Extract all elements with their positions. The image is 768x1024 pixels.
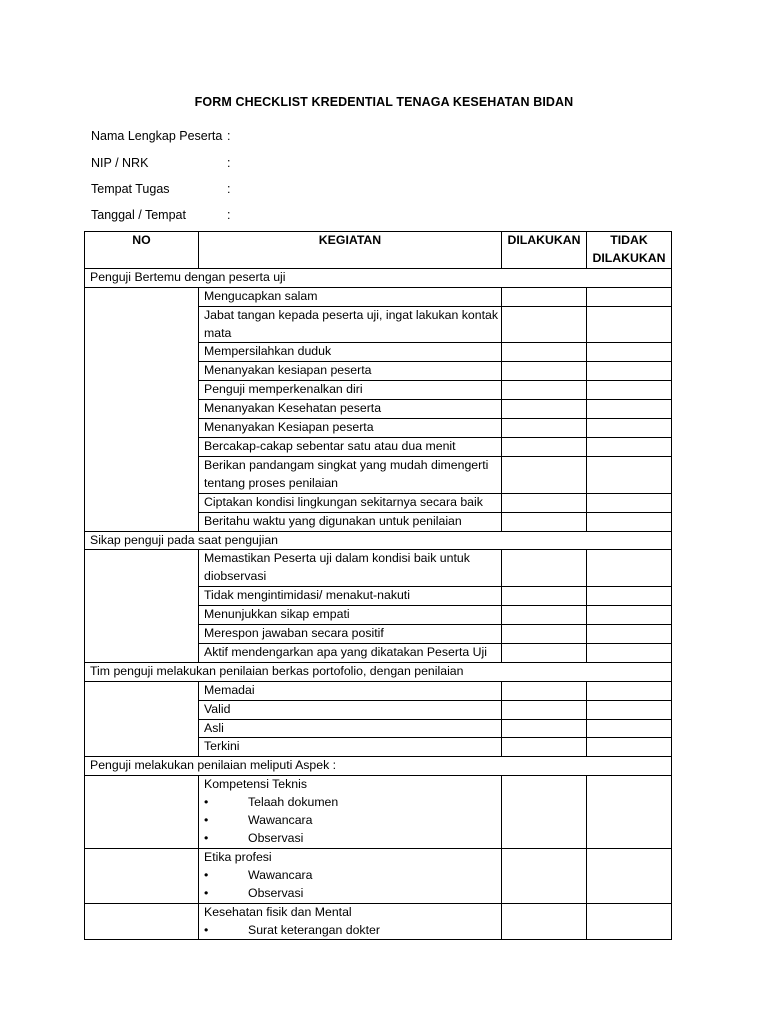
check-dilakukan[interactable] [502,738,587,757]
check-dilakukan[interactable] [502,719,587,738]
check-tidak-dilakukan[interactable] [587,903,672,940]
check-dilakukan[interactable] [502,700,587,719]
field-label: NIP / NRK [91,156,149,170]
no-cell [85,776,199,849]
check-tidak-dilakukan[interactable] [587,848,672,903]
section-title: Tim penguji melakukan penilaian berkas portofolio, dengan penilaian [85,662,672,681]
bullet-item [204,885,501,903]
check-tidak-dilakukan[interactable] [587,643,672,662]
check-dilakukan[interactable] [502,362,587,381]
kegiatan-cell: Memadai [199,681,502,700]
bullet-text: Observasi [248,885,304,900]
header-kegiatan: KEGIATAN [199,232,502,269]
field-sep: : [227,156,231,170]
check-tidak-dilakukan[interactable] [587,287,672,306]
header-tidak-dilakukan [587,232,672,269]
section-row [85,268,672,287]
check-dilakukan[interactable] [502,493,587,512]
check-dilakukan[interactable] [502,287,587,306]
field-label: Nama Lengkap Peserta [91,129,223,143]
aspect-name: Kompetensi Teknis [204,777,307,792]
table-row [85,903,672,940]
checklist-table [84,231,672,940]
kegiatan-cell: Tidak mengintimidasi/ menakut-nakuti [199,587,502,606]
check-tidak-dilakukan[interactable] [587,419,672,438]
check-dilakukan[interactable] [502,512,587,531]
field-nip [91,156,230,170]
table-row [85,550,672,587]
header-dilakukan: DILAKUKAN [502,232,587,269]
field-nama [91,129,230,143]
kegiatan-cell: Valid [199,700,502,719]
kegiatan-cell: Mengucapkan salam [199,287,502,306]
check-tidak-dilakukan[interactable] [587,381,672,400]
check-dilakukan[interactable] [502,419,587,438]
kegiatan-cell: Beritahu waktu yang digunakan untuk penilaian [199,512,502,531]
kegiatan-cell: Penguji memperkenalkan diri [199,381,502,400]
check-dilakukan[interactable] [502,643,587,662]
kegiatan-cell: Menanyakan Kesehatan peserta [199,400,502,419]
no-cell [85,681,199,757]
kegiatan-cell: Bercakap-cakap sebentar satu atau dua menit [199,437,502,456]
bullet-text: Telaah dokumen [248,795,339,810]
aspect-name: Kesehatan fisik dan Mental [204,904,352,919]
bullet-item [204,867,501,885]
header-tidak-line2: DILAKUKAN [592,250,666,265]
form-title: FORM CHECKLIST KREDENTIAL TENAGA KESEHATAN BIDAN [194,95,574,109]
section-row [85,662,672,681]
kegiatan-cell: Menanyakan Kesiapan peserta [199,419,502,438]
check-dilakukan[interactable] [502,848,587,903]
bullet-list [204,922,501,940]
check-tidak-dilakukan[interactable] [587,493,672,512]
check-dilakukan[interactable] [502,606,587,625]
no-cell [85,903,199,940]
check-dilakukan[interactable] [502,381,587,400]
check-tidak-dilakukan[interactable] [587,625,672,644]
check-dilakukan[interactable] [502,903,587,940]
check-tidak-dilakukan[interactable] [587,343,672,362]
field-label: Tempat Tugas [91,182,170,196]
check-tidak-dilakukan[interactable] [587,456,672,493]
table-row [85,776,672,849]
check-dilakukan[interactable] [502,306,587,343]
bullet-text: Wawancara [248,813,313,828]
check-dilakukan[interactable] [502,625,587,644]
check-dilakukan[interactable] [502,550,587,587]
check-tidak-dilakukan[interactable] [587,362,672,381]
kegiatan-cell: Memastikan Peserta uji dalam kondisi baik untuk diobservasi [199,550,502,587]
kegiatan-cell: Aktif mendengarkan apa yang dikatakan Peserta Uji [199,643,502,662]
check-tidak-dilakukan[interactable] [587,550,672,587]
check-dilakukan[interactable] [502,587,587,606]
kegiatan-cell: Ciptakan kondisi lingkungan sekitarnya secara baik [199,493,502,512]
kegiatan-cell: Menanyakan kesiapan peserta [199,362,502,381]
bullet-list [204,867,501,903]
check-tidak-dilakukan[interactable] [587,776,672,849]
check-tidak-dilakukan[interactable] [587,306,672,343]
bullet-item [204,794,501,812]
bullet-text: Wawancara [248,867,313,882]
kegiatan-cell [199,776,502,849]
section-row [85,757,672,776]
table-row [85,848,672,903]
field-sep: : [227,129,231,143]
bullet-item [204,812,501,830]
check-tidak-dilakukan[interactable] [587,400,672,419]
check-tidak-dilakukan[interactable] [587,606,672,625]
bullet-item [204,830,501,848]
kegiatan-cell [199,848,502,903]
kegiatan-cell: Terkini [199,738,502,757]
header-row [85,232,672,269]
check-dilakukan[interactable] [502,437,587,456]
check-dilakukan[interactable] [502,343,587,362]
section-row [85,531,672,550]
no-cell [85,550,199,662]
field-sep: : [227,208,231,222]
bullet-list [204,794,501,848]
bullet-text: Surat keterangan dokter [248,922,380,937]
kegiatan-cell: Menunjukkan sikap empati [199,606,502,625]
check-dilakukan[interactable] [502,400,587,419]
no-cell [85,848,199,903]
kegiatan-cell: Berikan pandangam singkat yang mudah dimengerti tentang proses penilaian [199,456,502,493]
check-tidak-dilakukan[interactable] [587,700,672,719]
table-row [85,287,672,306]
table-row [85,681,672,700]
table-body [85,268,672,940]
header-tidak-line1: TIDAK [610,233,648,247]
kegiatan-cell: Jabat tangan kepada peserta uji, ingat lakukan kontak mata [199,306,502,343]
section-title: Penguji Bertemu dengan peserta uji [85,268,672,287]
check-dilakukan[interactable] [502,776,587,849]
kegiatan-cell: Asli [199,719,502,738]
check-tidak-dilakukan[interactable] [587,587,672,606]
field-sep: : [227,182,231,196]
no-cell [85,287,199,531]
kegiatan-cell: Merespon jawaban secara positif [199,625,502,644]
bullet-text: Observasi [248,831,304,845]
aspect-name: Etika profesi [204,849,272,864]
check-dilakukan[interactable] [502,456,587,493]
section-title: Sikap penguji pada saat pengujian [85,531,672,550]
bullet-item [204,922,501,940]
field-tanggal [91,208,230,222]
kegiatan-cell: Mempersilahkan duduk [199,343,502,362]
header-no: NO [85,232,199,269]
check-tidak-dilakukan[interactable] [587,719,672,738]
check-tidak-dilakukan[interactable] [587,738,672,757]
check-dilakukan[interactable] [502,681,587,700]
check-tidak-dilakukan[interactable] [587,437,672,456]
kegiatan-cell [199,903,502,940]
field-label: Tanggal / Tempat [91,208,186,222]
check-tidak-dilakukan[interactable] [587,512,672,531]
section-title: Penguji melakukan penilaian meliputi Aspek : [85,757,672,776]
field-tempat-tugas [91,182,230,196]
check-tidak-dilakukan[interactable] [587,681,672,700]
